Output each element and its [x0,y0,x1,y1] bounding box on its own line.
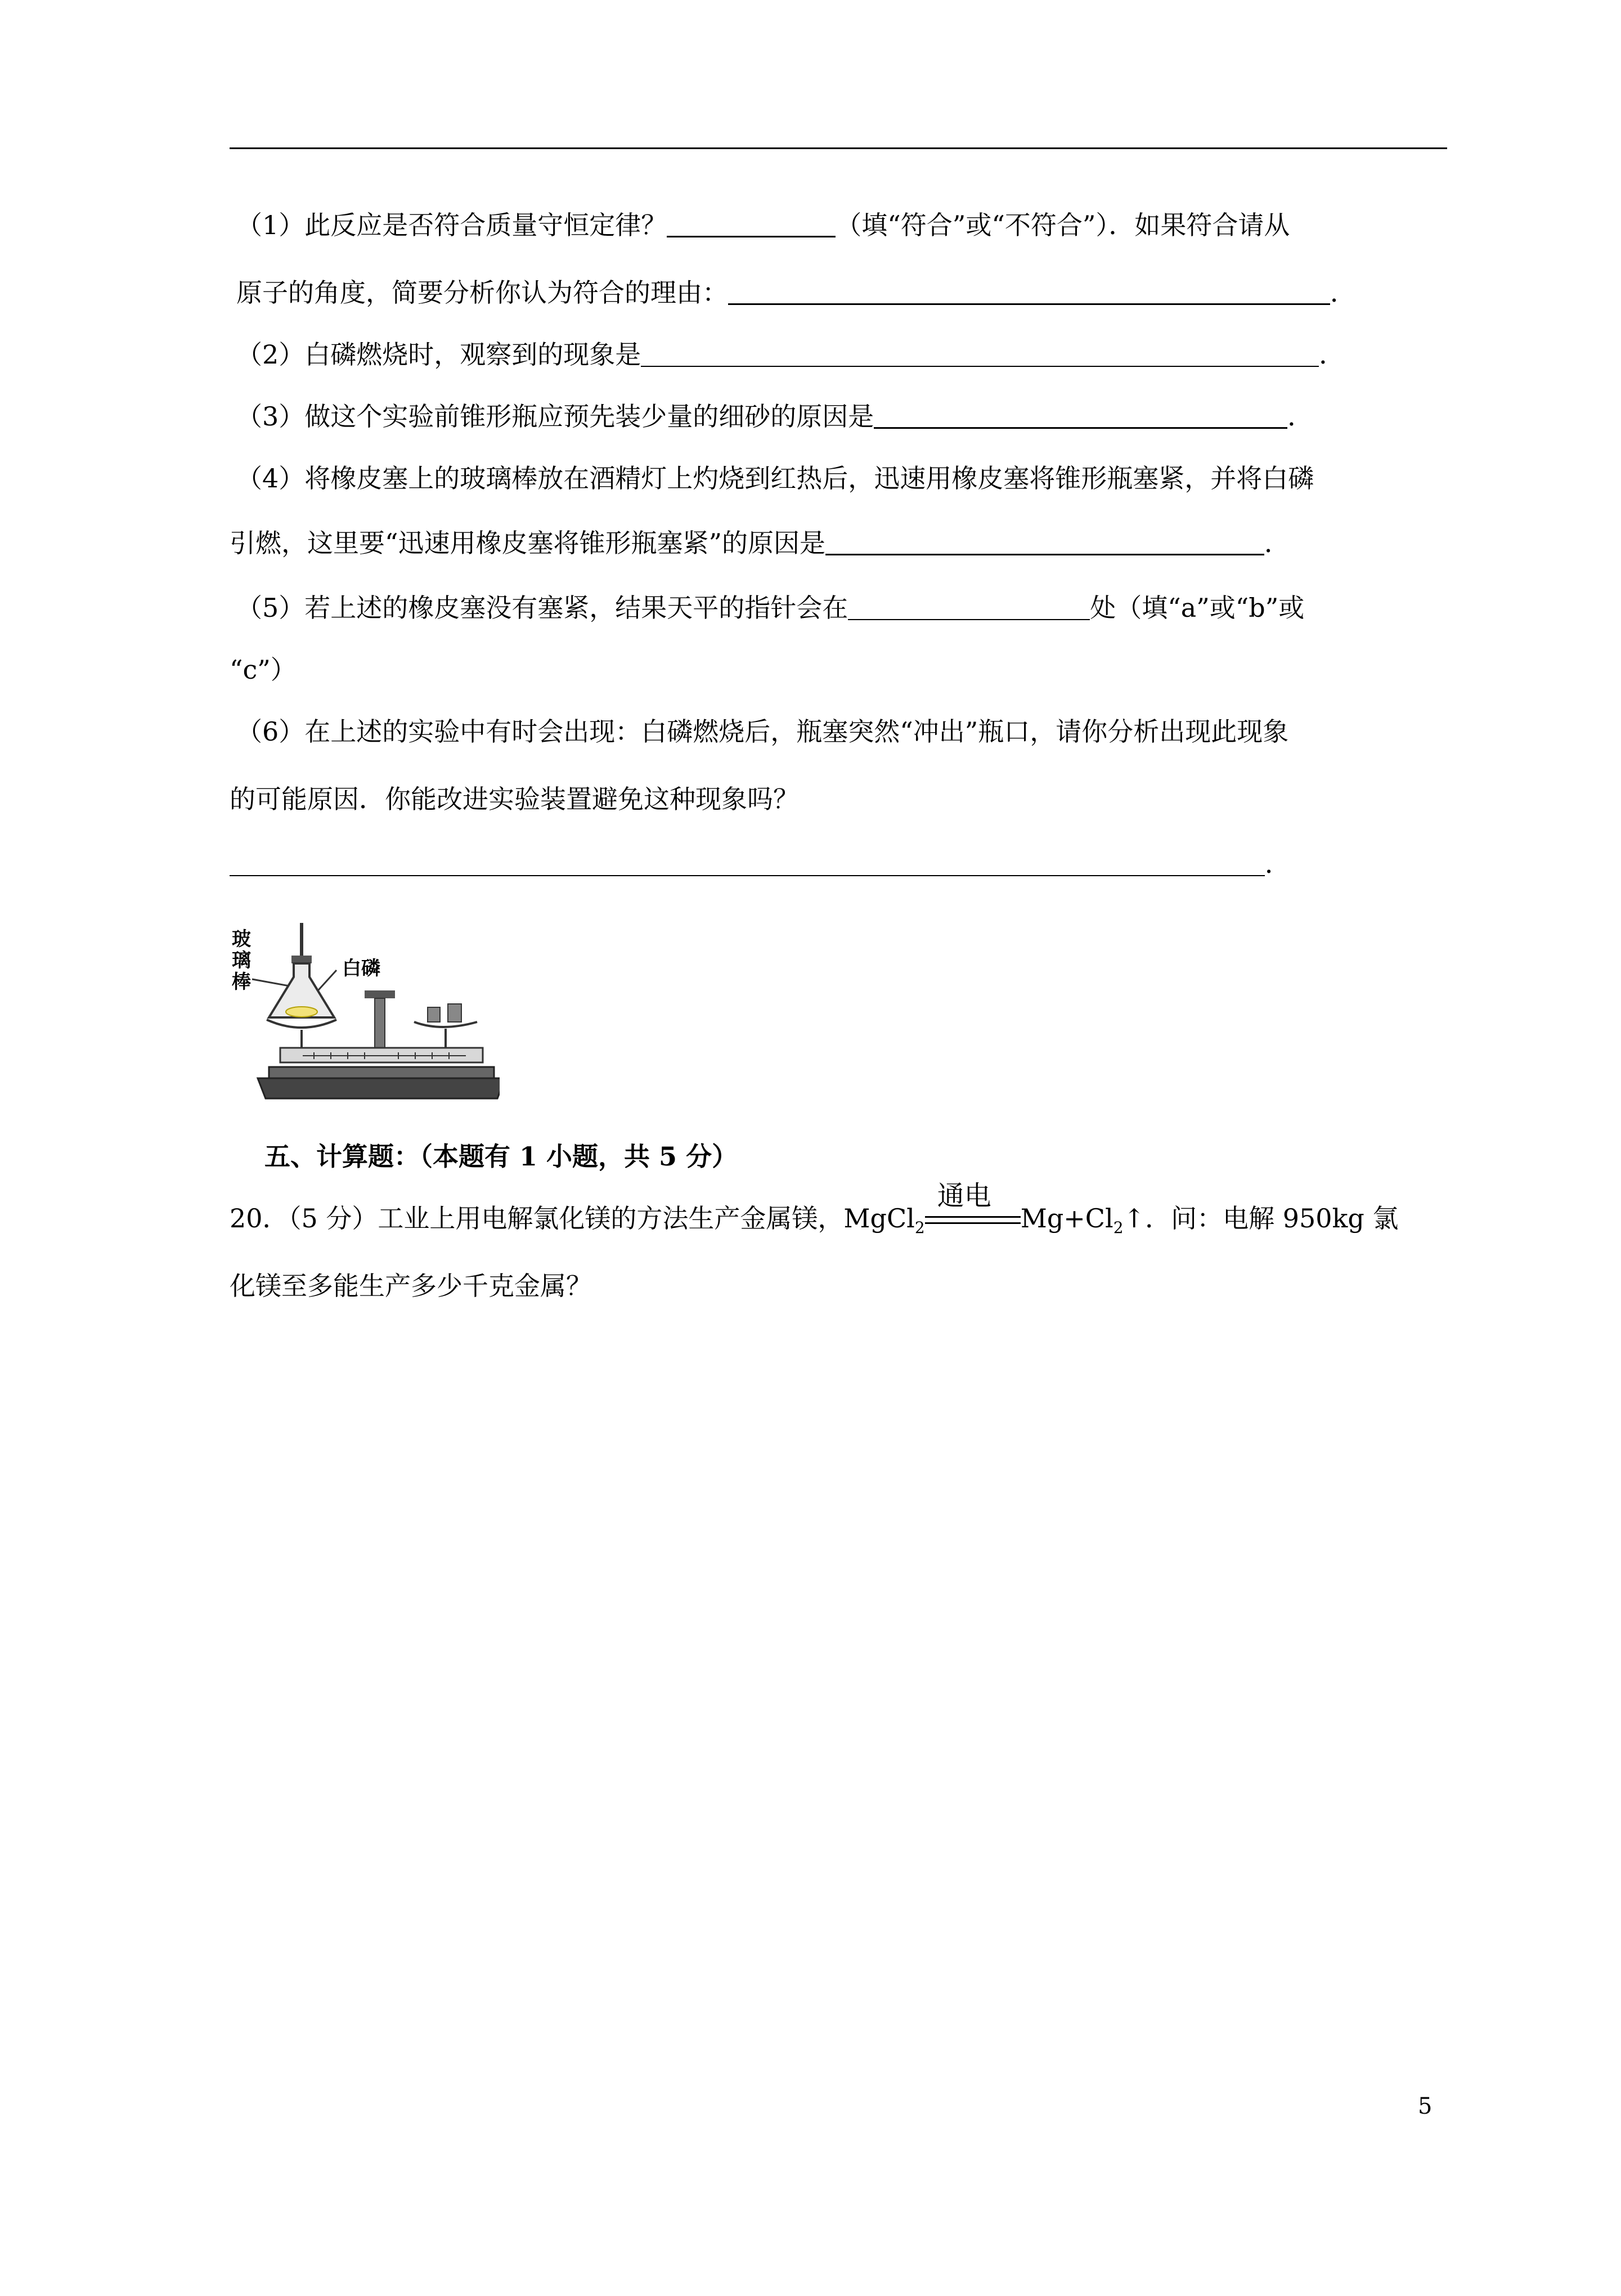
question-5-line-1 [236,591,1304,625]
section-5-title: 五、计算题：（本题有 1 小题，共 5 分） [264,1141,738,1172]
header-rule [230,147,1447,149]
question-5-line-2 [230,653,297,687]
question-6-line-1 [236,715,1288,748]
condition-electrolysis: 通电 [937,1180,991,1212]
question-1-hint: （填“符合”或“不符合”）．如果符合请从 [836,210,1290,240]
answer-blank-3[interactable] [874,405,1287,429]
answer-blank-6[interactable] [230,853,1265,876]
question-6-text: （6）在上述的实验中有时会出现：白磷燃烧后，瓶塞突然“冲出”瓶口，请你分析出现此现象 [236,716,1289,747]
question-6-answer-line [230,847,1291,881]
question-20-question: 化镁至多能生产多少千克金属？ [230,1271,592,1301]
page-number: 5 [1418,2093,1433,2119]
question-4-text: （4）将橡皮塞上的玻璃棒放在酒精灯上灼烧到红热后，迅速用橡皮塞将锥形瓶塞紧，并将白磷 [236,463,1314,494]
question-1-line-2 [236,276,1356,310]
question-3 [236,400,1313,433]
label-glass-rod-1: 玻 [232,928,251,950]
question-2-text: （2）白磷燃烧时，观察到的现象是 [236,339,641,370]
label-glass-rod-3: 棒 [232,971,251,993]
question-4-line-1 [236,461,1314,495]
question-6-question: 的可能原因．你能改进实验装置避免这种现象吗？ [230,784,799,814]
period: ． [1264,528,1291,558]
answer-blank-4[interactable] [825,531,1264,555]
question-1-reason-label: 原子的角度，简要分析你认为符合的理由： [236,277,728,308]
equation-arrow-electrolysis [925,1180,1021,1237]
question-3-text: （3）做这个实验前锥形瓶应预先装少量的细砂的原因是 [236,401,874,432]
question-2 [236,338,1345,371]
question-20-line-2 [230,1269,592,1303]
answer-blank-1-reason[interactable] [728,281,1330,305]
question-4-line-2 [230,526,1290,560]
question-5-text: （5）若上述的橡皮塞没有塞紧，结果天平的指针会在 [236,593,848,623]
question-1-line-1 [236,208,1290,242]
question-5-hint-end: “c”） [230,654,297,685]
question-6-line-2 [230,782,799,816]
answer-blank-2[interactable] [641,343,1319,367]
question-4-reason-label: 引燃，这里要“迅速用橡皮塞将锥形瓶塞紧”的原因是 [230,528,826,558]
period: ． [1330,277,1356,308]
equation-products: $Mg+Cl_2↑$．问：电解 950kg 氯 [1020,1203,1399,1237]
balance-apparatus-figure [230,923,500,1103]
question-20-line-1 [230,1180,1399,1245]
label-glass-rod-2: 璃 [232,949,251,972]
equation-reactant: MgCl$_2$ [843,1203,925,1237]
label-white-phosphorus: 白磷 [342,957,380,980]
question-1-text: （1）此反应是否符合质量守恒定律？ [236,210,667,240]
question-20-text: 20．（5 分）工业上用电解氯化镁的方法生产金属镁， [230,1203,844,1234]
period: ． [1319,339,1345,370]
answer-blank-5[interactable] [848,597,1090,620]
answer-blank-1[interactable] [667,213,836,237]
period: ． [1265,849,1291,879]
question-5-hint: 处（填“a”或“b”或 [1090,593,1305,623]
period: ． [1287,401,1314,432]
